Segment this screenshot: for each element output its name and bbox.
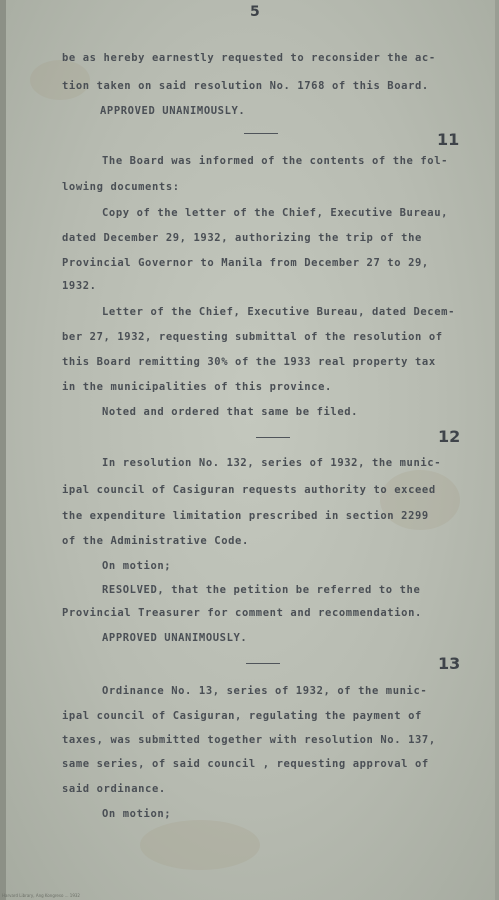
text-line: be as hereby earnestly requested to reconsider the ac- <box>62 52 436 64</box>
text-line: 1932. <box>62 280 97 292</box>
paper-stain <box>140 820 260 870</box>
text-line: Provincial Treasurer for comment and recommendation. <box>62 607 422 619</box>
text-line: said ordinance. <box>62 783 166 795</box>
text-line: On motion; <box>102 560 172 572</box>
text-line: ipal council of Casiguran, regulating the payment of <box>62 710 422 722</box>
text-line: the expenditure limitation prescribed in section 2299 <box>62 510 429 522</box>
page-left-edge <box>0 0 6 900</box>
text-line: The Board was informed of the contents of the fol- <box>102 155 449 167</box>
text-line: RESOLVED, that the petition be referred to the <box>102 584 421 596</box>
text-line: Noted and ordered that same be filed. <box>102 406 359 418</box>
text-line: same series, of said council , requesting approval of <box>62 758 429 770</box>
separator-line <box>256 437 290 438</box>
text-line: On motion; <box>102 808 172 820</box>
item-number-13: 13 <box>438 654 461 673</box>
text-line: APPROVED UNANIMOUSLY. <box>100 105 246 117</box>
text-line: APPROVED UNANIMOUSLY. <box>102 632 248 644</box>
text-line: taxes, was submitted together with resolution No. 137, <box>62 734 436 746</box>
text-line: this Board remitting 30% of the 1933 real property tax <box>62 356 436 368</box>
text-line: lowing documents: <box>62 181 180 193</box>
text-line: of the Administrative Code. <box>62 535 249 547</box>
text-line: Ordinance No. 13, series of 1932, of the munic- <box>102 685 428 697</box>
item-number-11: 11 <box>437 130 460 149</box>
text-line: tion taken on said resolution No. 1768 of this Board. <box>62 80 429 92</box>
separator-line <box>246 663 280 664</box>
text-line: Letter of the Chief, Executive Bureau, dated Decem- <box>102 306 455 318</box>
page-right-edge <box>495 0 499 900</box>
item-number-12: 12 <box>438 427 461 446</box>
text-line: Copy of the letter of the Chief, Executive Bureau, <box>102 207 449 219</box>
text-line: Provincial Governor to Manila from December 27 to 29, <box>62 257 429 269</box>
text-line: dated December 29, 1932, authorizing the trip of the <box>62 232 422 244</box>
page-number: 5 <box>250 4 260 20</box>
scan-footer: Harvard Library, Ang Kongreso ... 1932 <box>2 893 80 898</box>
text-line: In resolution No. 132, series of 1932, the munic- <box>102 457 442 469</box>
text-line: ipal council of Casiguran requests authority to exceed <box>62 484 436 496</box>
text-line: ber 27, 1932, requesting submittal of the resolution of <box>62 331 443 343</box>
separator-line <box>244 133 278 134</box>
text-line: in the municipalities of this province. <box>62 381 332 393</box>
